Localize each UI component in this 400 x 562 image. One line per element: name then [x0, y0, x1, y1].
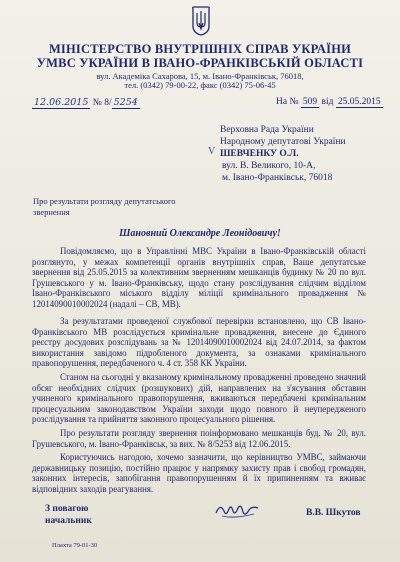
letterhead-contacts: тел. (0342) 79-00-22, факс (0342) 75-06-45: [124, 80, 276, 90]
check-mark-icon: V: [208, 146, 216, 157]
trident-emblem-icon: [191, 6, 211, 36]
body-paragraph: Користуючись нагодою, хочемо зазначити, що керівництво УМВС, займаючи державницьку позицію, постійно працює у напрямку захисту прав і свобод громадян, законних інтересів, запобігання правопорушенням й їх припиненням та вживає відповідних заходів реагування.: [32, 452, 366, 494]
closing-position: начальник: [45, 516, 92, 526]
body-paragraph: Повідомляємо, що в Управлінні МВС України в Івано-Франківській області розглянуто, у межах компетенції органів внутрішніх справ, Ваше депутатське звернення від 25.05.2015 за колективним зверненням мешканців будинку № 20 по вул. Грушевського у м. Івано-Франківську, щодо стану розслідування слідчим відділом Івано-Франківського міського відділу міліції кримінального провадження № 12014090010002024 (надалі – СВ, МВ).: [32, 246, 366, 309]
reply-to-number: 509: [302, 97, 318, 107]
body-paragraph: Про результати розгляду звернення поінформовано мешканців буд. № 20, вул. Грушевського, м. Івано-Франківськ, за вих. № 8/5253 від 12.06.2015.: [32, 428, 366, 449]
reply-to-date: 25.05.2015: [337, 97, 381, 107]
outgoing-date: 12.06.2015: [34, 97, 89, 108]
addressee-line2: Народному депутатові України: [220, 137, 346, 147]
addressee-name: ШЕВЧЕНКУ О.Л.: [220, 149, 299, 159]
body-paragraph: Станом на сьогодні у вказаному кримінальному провадженні проведено значний обсяг необхідних слідчих (розшукових) дій, направлених на з'ясування обставин учиненого кримінального правопорушення, вживаються передбачені кримінальним процесуальним законодавством України заходи щодо повного й неупередженого розслідування та прийняття законного процесуального рішення.: [32, 372, 366, 425]
outgoing-registration: [32, 97, 140, 108]
author-note: Плахта 79-01-30: [52, 542, 98, 549]
letterhead-address: вул. Академіка Сахарова, 15, м. Івано-Франківськ, 76018,: [96, 71, 304, 81]
addressee-street: вул. В. Великого, 10-А,: [222, 161, 316, 171]
outgoing-number: 5254: [113, 97, 138, 108]
reply-to-registration: [276, 97, 383, 107]
addressee-line1: Верховна Рада України: [220, 125, 314, 135]
body-paragraph: За результатами проведеної службової перевірки встановлено, що СВ Івано-Франківського МВ розслідується кримінальне провадження, внесене до Єдиного реєстру досудових розслідувань за № 12014090010002024 від 24.07.2014, за фактом використання завідомо підробленого документа, за ознаками кримінального правопорушення, передбаченого ч. 4 ст. 358 КК України.: [32, 316, 366, 369]
closing-block: [45, 503, 92, 527]
salutation: Шановний Олександре Леонідовичу!: [119, 228, 281, 239]
reply-to-from: від: [321, 97, 334, 107]
handwritten-signature-icon: [214, 499, 260, 521]
outgoing-number-prefix: № 8/: [92, 98, 112, 108]
letter-subject: Про результати розгляду депутатського звернення: [33, 196, 176, 217]
ministry-title: МІНІСТЕРСТВО ВНУТРІШНІХ СПРАВ УКРАЇНИ: [48, 42, 352, 56]
reply-to-prefix: На №: [276, 97, 299, 107]
department-title: УМВС УКРАЇНИ В ІВАНО-ФРАНКІВСЬКІЙ ОБЛАСТІ: [36, 56, 364, 70]
signer-name: В.В. Шкутов: [306, 508, 361, 518]
closing-regards: З повагою: [45, 504, 89, 514]
addressee-city: м. Івано-Франківськ, 76018: [222, 173, 333, 183]
